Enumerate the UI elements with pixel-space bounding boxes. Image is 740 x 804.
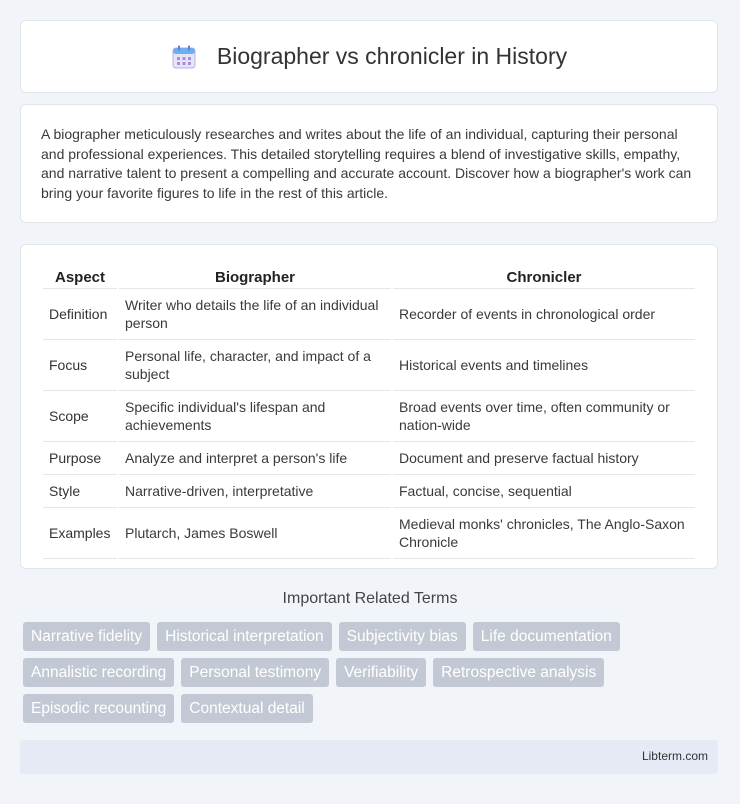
table-row — [43, 442, 695, 475]
table-cell: Narrative-driven, interpretative — [119, 475, 391, 508]
table-cell: Factual, concise, sequential — [393, 475, 695, 508]
comparison-table-card — [20, 244, 718, 569]
table-cell: Specific individual's lifespan and achievements — [119, 391, 391, 442]
table-cell: Examples — [43, 508, 117, 559]
table-header-row — [43, 265, 695, 289]
related-term-tag[interactable]: Subjectivity bias — [339, 622, 466, 651]
related-term-tag[interactable]: Verifiability — [336, 658, 426, 687]
related-term-tag[interactable]: Episodic recounting — [23, 694, 174, 723]
title-card — [20, 20, 718, 93]
table-cell: Definition — [43, 289, 117, 340]
table-cell: Style — [43, 475, 117, 508]
table-cell: Medieval monks' chronicles, The Anglo-Saxon Chronicle — [393, 508, 695, 559]
table-row — [43, 391, 695, 442]
table-cell: Purpose — [43, 442, 117, 475]
table-cell: Scope — [43, 391, 117, 442]
table-cell: Broad events over time, often community or nation-wide — [393, 391, 695, 442]
table-cell: Personal life, character, and impact of a subject — [119, 340, 391, 391]
table-cell: Recorder of events in chronological order — [393, 289, 695, 340]
column-header-chronicler: Chronicler — [393, 265, 695, 289]
table-cell: Writer who details the life of an individual person — [119, 289, 391, 340]
footer — [20, 740, 718, 774]
related-term-tag[interactable]: Annalistic recording — [23, 658, 174, 687]
column-header-aspect: Aspect — [43, 265, 117, 289]
related-term-tag[interactable]: Contextual detail — [181, 694, 312, 723]
related-terms-heading: Important Related Terms — [282, 590, 458, 607]
table-cell: Historical events and timelines — [393, 340, 695, 391]
table-cell: Document and preserve factual history — [393, 442, 695, 475]
related-terms-list — [23, 622, 723, 723]
intro-text: A biographer meticulously researches and writes about the life of an individual, capturing their personal and professional experiences. This detailed storytelling requires a blend of investigative skills, empathy, and narrative talent to present a compelling and accurate account. Discover how a biographer's work can bring your favorite figures to life in the rest of this article. — [41, 126, 692, 201]
related-term-tag[interactable]: Personal testimony — [181, 658, 329, 687]
table-cell: Focus — [43, 340, 117, 391]
related-term-tag[interactable]: Historical interpretation — [157, 622, 332, 651]
page-title: Biographer vs chronicler in History — [216, 43, 568, 69]
calendar-icon — [171, 44, 197, 70]
table-row — [43, 508, 695, 559]
table-row — [43, 340, 695, 391]
footer-site-link[interactable]: Libterm.com — [641, 749, 708, 763]
related-term-tag[interactable]: Retrospective analysis — [433, 658, 604, 687]
related-term-tag[interactable]: Narrative fidelity — [23, 622, 150, 651]
table-row — [43, 475, 695, 508]
related-term-tag[interactable]: Life documentation — [473, 622, 620, 651]
intro-card — [20, 104, 718, 223]
table-row — [43, 289, 695, 340]
table-cell: Analyze and interpret a person's life — [119, 442, 391, 475]
comparison-table — [41, 265, 697, 559]
column-header-biographer: Biographer — [119, 265, 391, 289]
table-cell: Plutarch, James Boswell — [119, 508, 391, 559]
